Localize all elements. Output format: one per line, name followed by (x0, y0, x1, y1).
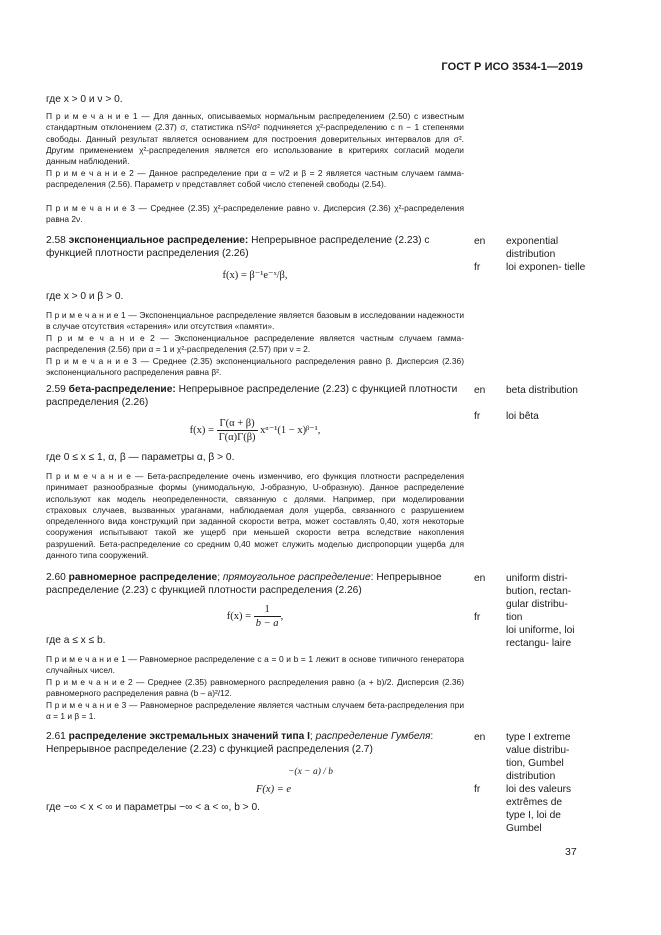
uniform-fr-term: loi uniforme, loi rectangu- laire (506, 625, 575, 649)
uniform-formula: f(x) = $\frac{1}{b - a}$ , (226, 604, 284, 629)
note-text: — Среднее (2.35) экспоненциального распределения равно β. Дисперсия (2.36) экспоненциального распределения равна β². (46, 356, 464, 378)
chi2-note-3 (46, 203, 464, 226)
note-lead: П р и м е ч а н и е 2 (46, 333, 155, 343)
note-lead: П р и м е ч а н и е (46, 471, 131, 481)
gumbel-en-label: en (474, 732, 486, 743)
beta-note (46, 471, 464, 561)
uniform-where-line: где a ≤ x ≤ b. (46, 635, 106, 646)
uniform-note-3 (46, 700, 464, 723)
note-lead: П р и м е ч а н и е 3 (46, 203, 135, 213)
note-lead: П р и м е ч а н и е 1 (46, 654, 126, 664)
fraction-numerator: 1 (254, 603, 281, 617)
formula-rhs: xᵅ⁻¹(1 − x)ᵝ⁻¹, (260, 424, 321, 436)
entry-term: равномерное распределение (68, 572, 218, 583)
exp-fr-label: fr (474, 262, 481, 273)
note-text: — Равномерное распределение с a = 0 и b = 1 лежит в основе типичного генератора случайных чисел. (46, 654, 464, 676)
fraction-denominator: b − a (255, 618, 279, 629)
chi2-note-1 (46, 111, 464, 167)
document-code: ГОСТ Р ИСО 3534-1—2019 (441, 61, 583, 73)
exp-note-1 (46, 310, 464, 333)
beta-formula (46, 417, 464, 444)
formula-text: f(x) = β⁻¹e⁻ˣ/β, (222, 270, 288, 281)
entry-alt-term: прямоугольное распределение (222, 572, 371, 583)
exp-note-2 (46, 333, 464, 356)
page-number: 37 (565, 846, 577, 858)
note-text: — Среднее (2.35) равномерного распределения равно (a + b)/2. Дисперсия (2.36) равномерного распределения равна (b – a)²/12. (46, 677, 465, 699)
note-lead: П р и м е ч а н и е 1 (46, 111, 138, 121)
entry-number: 2.58 (46, 235, 66, 246)
entry-term: экспоненциальное распределение: (68, 235, 249, 246)
entry-term: бета-распределение: (68, 384, 176, 395)
note-lead: П р и м е ч а н и е 3 (46, 700, 127, 710)
fraction-numerator: Γ(α + β) (217, 417, 258, 431)
entry-2-61: 2.61 распределение экстремальных значений типа I; распределение Гумбеля: Непрерывное распределение (2.23) с функцией распределения (2.7) (46, 731, 434, 755)
uniform-note-2 (46, 677, 464, 700)
formula-fraction (254, 603, 281, 630)
exp-en-term: exponential distribution (506, 236, 559, 260)
note-text: — Экспоненциальное распределение является базовым в исследовании надежности в случае отсутствия «старения» или отсутствия «памяти». (46, 310, 465, 332)
formula-lhs: f(x) = (226, 610, 252, 622)
uniform-en-term: uniform distri- bution, rectan- gular distribu- tion (506, 573, 572, 623)
formula-fraction (217, 417, 258, 444)
note-lead: П р и м е ч а н и е 2 (46, 168, 134, 178)
entry-2-58 (46, 235, 464, 260)
exp-where-line: где x > 0 и β > 0. (46, 291, 124, 302)
gumbel-formula (46, 763, 464, 799)
formula-lhs: F(x) = e (256, 784, 292, 795)
entry-number: 2.61 (46, 731, 66, 742)
note-text: — Экспоненциальное распределение является частным случаем гамма-распределения (2.56) при α = 1 и χ²-распределения (2.57) при ν = 2. (46, 333, 464, 355)
beta-en-term: beta distribution (506, 385, 578, 396)
chi2-note-2 (46, 168, 464, 191)
gumbel-where-line: где −∞ < x < ∞ и параметры −∞ < a < ∞, b > 0. (46, 802, 260, 813)
beta-fr-term: loi bêta (506, 411, 539, 422)
intro-where-line: где x > 0 и ν > 0. (46, 94, 123, 105)
note-text: — Для данных, описываемых нормальным распределением (2.50) с известным стандартным отклонением (2.37) σ, статистика nS²/σ² подчиняется χ²-распределению с n − 1 степенями свободы. Данный результат является основанием для построения доверительных интервалов для σ². Другим применением χ²-распределения является его использование в критериях согласий модели данным наблюдений. (46, 111, 464, 167)
entry-term: распределение экстремальных значений типа I (68, 731, 310, 742)
note-lead: П р и м е ч а н и е 2 (46, 677, 133, 687)
entry-alt-term: распределение Гумбеля (315, 731, 431, 742)
beta-fr-label: fr (474, 411, 481, 422)
uniform-note-1 (46, 654, 464, 677)
uniform-en-label: en (474, 573, 486, 584)
uniform-fr-label: fr (474, 612, 481, 623)
exp-formula (46, 269, 464, 282)
exp-note-3 (46, 356, 464, 379)
beta-en-label: en (474, 385, 486, 396)
entry-definition: Непрерывное распределение (2.23) с функцией плотности распределения (2.26) (46, 235, 430, 259)
entry-definition: Непрерывное распределение (2.23) с функцией плотности распределения (2.26) (46, 572, 442, 596)
fraction-denominator: Γ(α)Γ(β) (218, 432, 256, 443)
entry-number: 2.60 (46, 572, 66, 583)
entry-definition: Непрерывное распределение (2.23) с функцией плотности распределения (2.26) (46, 384, 458, 408)
formula-lhs: f(x) = (189, 424, 214, 436)
gumbel-en-term: type I extreme value distribu- tion, Gumbel distribution (506, 732, 571, 782)
beta-where-line: где 0 ≤ x ≤ 1, α, β — параметры α, β > 0. (46, 452, 235, 463)
gumbel-fr-term: loi des valeurs extrêmes de type I, loi de Gumbel (506, 784, 572, 834)
exp-en-label: en (474, 236, 486, 247)
note-lead: П р и м е ч а н и е 1 (46, 310, 126, 320)
entry-2-59 (46, 384, 464, 409)
note-text: — Среднее (2.35) χ²-распределение равно ν. Дисперсия (2.36) χ²-распределения равна 2ν. (46, 203, 465, 225)
formula-exponent-top: −(x − a) / b (288, 767, 334, 777)
note-text: — Бета-распределение очень изменчиво, его функция плотности распределения принимает разнообразные формы (унимодальную, J-образную, U-образную). Данное распределение используют как модель неопределенности, связанную с долями. Например, при моделировании страховых случаев, вызванных ураганами, наблюдаемая доля ущерба, связанного с разрушением определенного вида конструкций при заданной скорости ветра, может составлять 0,40, хотя некоторые сооружения испытывают такой же ущерб при меньшей скорости ветра вследствие накопления разрушений. Бета-распределение со средним 0,40 может служить моделью диспропорции ущерба для данного типа сооружений. (46, 471, 465, 561)
exp-fr-term: loi exponen- tielle (506, 262, 586, 273)
note-text: — Данное распределение при α = ν/2 и β = 2 является частным случаем гамма-распределения (2.56). Параметр ν представляет собой число степеней свободы (2.54). (46, 168, 464, 190)
gumbel-fr-label: fr (474, 784, 481, 795)
entry-definition: Непрерывное распределение (2.23) с функцией распределения (2.7) (46, 743, 373, 755)
note-lead: П р и м е ч а н и е 3 (46, 356, 137, 366)
entry-number: 2.59 (46, 384, 66, 395)
entry-2-60: 2.60 равномерное распределение; прямоугольное распределение: Непрерывное распределение (2.23) с функцией плотности распределения (2.26) (46, 572, 442, 596)
note-text: — Равномерное распределение является частным случаем бета-распределения при α = 1 и β = 1. (46, 700, 465, 722)
